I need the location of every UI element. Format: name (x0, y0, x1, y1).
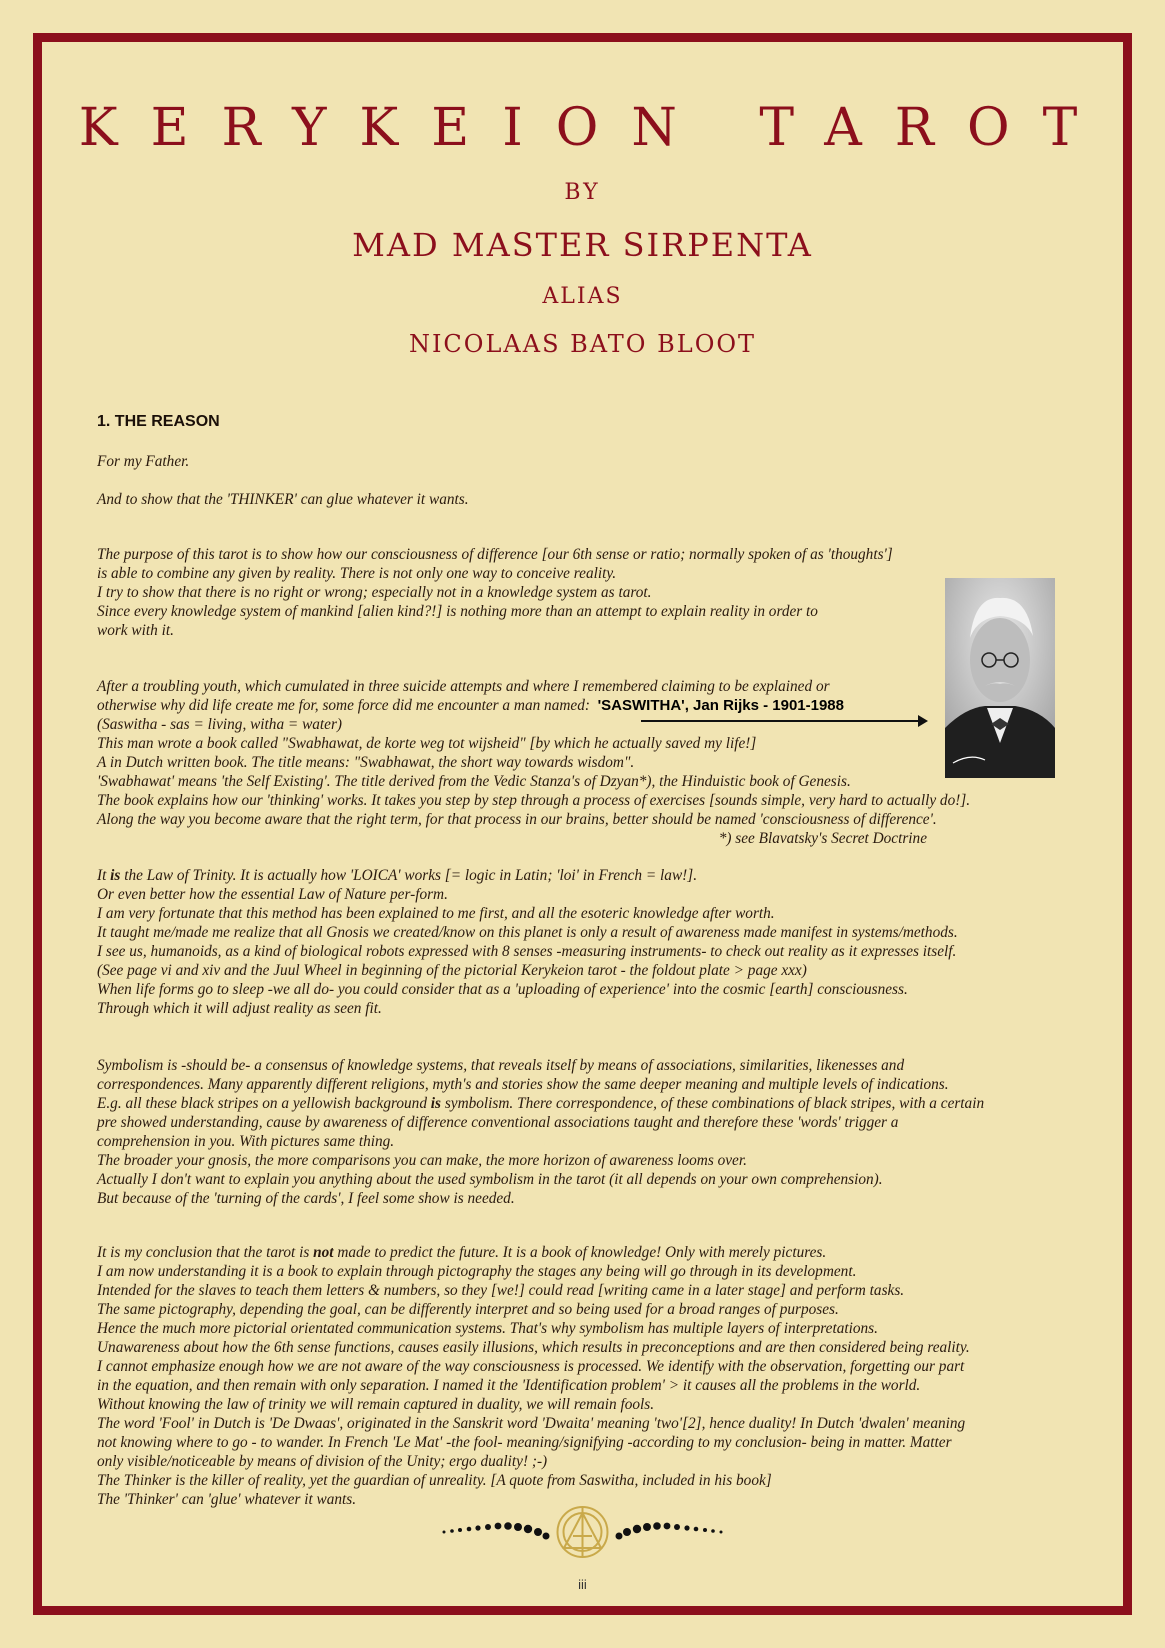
text-line: When life forms go to sleep -we all do- you could consider that as a 'uploading of experience' into the cosmic [earth] consciousness. (97, 981, 908, 998)
arrow-to-photo (641, 720, 926, 722)
book-title: KERYKEION TAROT (78, 98, 1111, 158)
text-line: correspondences. Many apparently different religions, myth's and stories show the same deeper meaning and multiple levels of indications. (97, 1076, 949, 1093)
paragraph-youth (97, 677, 1077, 848)
text-line: I cannot emphasize enough how we are not aware of the way consciousness is processed. We identify with the observation, forgetting our part (97, 1358, 965, 1375)
text-fragment: It (97, 867, 111, 884)
paragraph-father: For my Father. (97, 453, 190, 470)
text-line: comprehension in you. With pictures same thing. (97, 1133, 395, 1150)
text-line (97, 696, 1077, 715)
text-line (97, 1094, 1077, 1113)
text-line: The book explains how our 'thinking' works. It takes you step by step through a process of exercises [sounds simple, very hard to actually do!]. (97, 792, 971, 809)
portrait-image (945, 578, 1055, 778)
saswitha-label: 'SASWITHA', Jan Rijks - 1901-1988 (597, 697, 844, 714)
text-line: (Saswitha - sas = living, witha = water) (97, 716, 343, 733)
text-fragment: E.g. all these black stripes on a yellowish background (97, 1095, 431, 1112)
paragraph-conclusion (97, 1243, 1077, 1509)
footnote: *) see Blavatsky's Secret Doctrine (718, 830, 927, 847)
saswitha-photo (945, 578, 1055, 778)
text-line: A in Dutch written book. The title means: "Swabhawat, the short way towards wisdom". (97, 754, 635, 771)
text-line (97, 1243, 1077, 1262)
text-line: pre showed understanding, cause by awareness of difference conventional associations taught and therefore these 'words' trigger a (97, 1114, 899, 1131)
author-name: MAD MASTER SIRPENTA (352, 226, 813, 264)
text-line: But because of the 'turning of the cards', I feel some show is needed. (97, 1190, 515, 1207)
text-line: only visible/noticeable by means of division of the Unity; ergo duality! ;-) (97, 1453, 548, 1470)
ornament-divider (440, 1502, 725, 1562)
text-fragment: symbolism. There correspondence, of these combinations of black stripes, with a certain (441, 1095, 985, 1112)
paragraph-symbolism (97, 1056, 1077, 1208)
text-line: Since every knowledge system of mankind [alien kind?!] is nothing more than an attempt to explain reality in order to (97, 603, 818, 620)
author-real-name: NICOLAAS BATO BLOOT (408, 330, 757, 358)
text-line: The purpose of this tarot is to show how our consciousness of difference [our 6th sense or ratio; normally spoken of as 'thoughts'] (97, 546, 893, 563)
text-fragment: otherwise why did life create me for, some force did me encounter a man named: (97, 697, 590, 714)
text-fragment: It is my conclusion that the tarot is (97, 1244, 314, 1261)
text-line: The broader your gnosis, the more comparisons you can make, the more horizon of awareness looms over. (97, 1152, 747, 1169)
text-line: Actually I don't want to explain you anything about the used symbolism in the tarot (it all depends on your own comprehension). (97, 1171, 883, 1188)
text-line: is able to combine any given by reality. There is not only one way to conceive reality. (97, 565, 617, 582)
paragraph-purpose (97, 545, 1077, 640)
text-line: work with it. (97, 622, 174, 639)
text-fragment: the Law of Trinity. It is actually how 'LOICA' works [= logic in Latin; 'loi' in French = law!]. (120, 867, 698, 884)
text-line: The same pictography, depending the goal, can be differently interpret and so being used for a broad ranges of purposes. (97, 1301, 839, 1318)
page-number: iii (578, 1577, 587, 1592)
text-line: The 'Thinker' can 'glue' whatever it wants. (97, 1491, 357, 1508)
text-line: (See page vi and xiv and the Juul Wheel in beginning of the pictorial Kerykeion tarot - the foldout plate > page xxx) (97, 962, 807, 979)
emphasis-is: is (430, 1095, 441, 1112)
section-heading: 1. THE REASON (97, 413, 220, 430)
emphasis-is: is (110, 867, 121, 884)
text-line: I try to show that there is no right or wrong; especially not in a knowledge system as tarot. (97, 584, 652, 601)
text-line: in the equation, and then remain with only separation. I named it the 'Identification problem' > it causes all the problems in the world. (97, 1377, 921, 1394)
text-line: Or even better how the essential Law of Nature per-form. (97, 886, 448, 903)
text-line: The Thinker is the killer of reality, yet the guardian of unreality. [A quote from Saswitha, included in his book] (97, 1472, 772, 1489)
paragraph-trinity (97, 866, 1077, 1018)
paragraph-thinker: And to show that the 'THINKER' can glue whatever it wants. (97, 491, 469, 508)
alias-label: ALIAS (542, 284, 623, 309)
text-line: Along the way you become aware that the right term, for that process in our brains, better should be named 'consciousness of difference'. (97, 811, 937, 828)
text-line: I see us, humanoids, as a kind of biological robots expressed with 8 senses -measuring instruments- to check out reality as it expresses itself. (97, 943, 957, 960)
by-label: BY (564, 180, 601, 205)
text-fragment: made to predict the future. It is a book of knowledge! Only with merely pictures. (333, 1244, 827, 1261)
text-line: Through which it will adjust reality as seen fit. (97, 1000, 382, 1017)
text-line: After a troubling youth, which cumulated in three suicide attempts and where I remembered claiming to be explained or (97, 678, 830, 695)
text-line: This man wrote a book called "Swabhawat, de korte weg tot wijsheid" [by which he actually saved my life!] (97, 735, 757, 752)
text-line: Hence the much more pictorial orientated communication systems. That's why symbolism has multiple layers of interpretations. (97, 1320, 878, 1337)
text-line: I am now understanding it is a book to explain through pictography the stages any being will go through in its development. (97, 1263, 857, 1280)
text-line: Unawareness about how the 6th sense functions, causes easily illusions, which results in preconceptions and are then considered being reality. (97, 1339, 970, 1356)
text-line (97, 866, 1077, 885)
text-line: It taught me/made me realize that all Gnosis we created/know on this planet is only a result of awareness made manifest in systems/methods. (97, 924, 958, 941)
text-line: Symbolism is -should be- a consensus of knowledge systems, that reveals itself by means of associations, similarities, likenesses and (97, 1057, 905, 1074)
emphasis-not: not (313, 1244, 334, 1261)
text-line: The word 'Fool' in Dutch is 'De Dwaas', originated in the Sanskrit word 'Dwaita' meaning 'two'[2], hence duality! In Dutch 'dwalen' meaning (97, 1415, 966, 1432)
text-line: not knowing where to go - to wander. In French 'Le Mat' -the fool- meaning/signifying -according to my conclusion- being in matter. Matter (97, 1434, 952, 1451)
text-line: Without knowing the law of trinity we will remain captured in duality, we will remain fools. (97, 1396, 655, 1413)
text-line: Intended for the slaves to teach them letters & numbers, so they [we!] could read [writing came in a later stage] and perform tasks. (97, 1282, 905, 1299)
text-line: I am very fortunate that this method has been explained to me first, and all the esoteric knowledge after worth. (97, 905, 775, 922)
text-line: 'Swabhawat' means 'the Self Existing'. The title derived from the Vedic Stanza's of Dzyan*), the Hinduistic book of Genesis. (97, 773, 851, 790)
